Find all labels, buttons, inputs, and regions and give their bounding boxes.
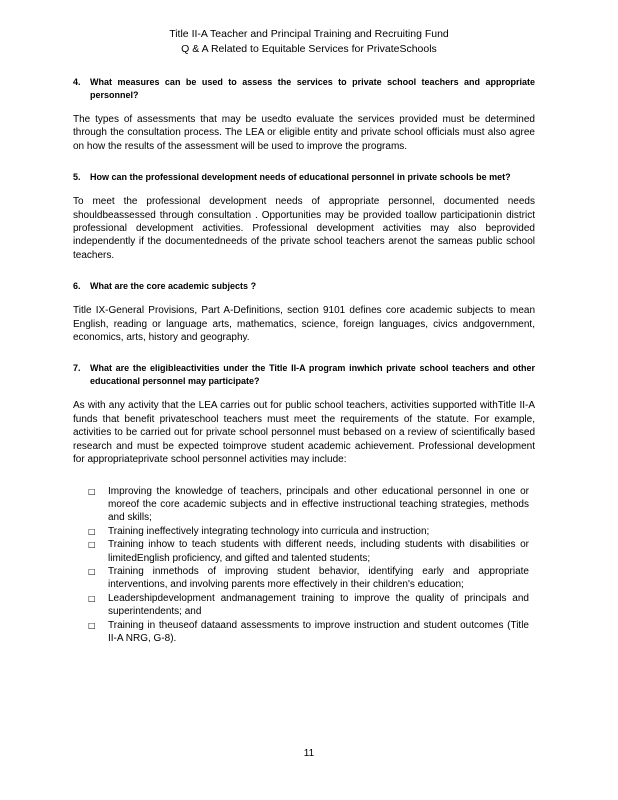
header-subtitle: Q & A Related to Equitable Services for PrivateSchools [181, 43, 437, 55]
question-text: What measures can be used to assess the services to private school teachers and appropriate personnel? [90, 77, 535, 100]
checkbox-bullet-icon: □ [88, 526, 96, 536]
page-header [0, 27, 618, 57]
checkbox-bullet-icon: □ [88, 566, 96, 576]
checkbox-bullet-icon: □ [88, 486, 96, 496]
list-item-text: Training in theuseof dataand assessments to improve instruction and student outcomes (Title II-A NRG, G-8). [108, 619, 529, 644]
list-item [88, 538, 535, 565]
list-item [88, 525, 535, 538]
page-number: 11 [303, 748, 315, 759]
question-text: How can the professional development needs of educational personnel in private schools be met? [90, 172, 511, 183]
question-number: 4. [73, 77, 81, 87]
answer-7: As with any activity that the LEA carries out for public school teachers, activities supported withTitle II-A funds that benefit privateschool teachers must meet the requirements of the statute. For example, activities to be carried out for private school personnel must bebased on a review of scientifically based research and must be expected toimprove student academic achievement. Professional development for appropriateprivate school personnel activities may include: [73, 400, 535, 466]
list-item-text: Training inmethods of improving student behavior, identifying early and appropriate interventions, and involving parents more effectively in their children's education; [108, 565, 529, 591]
checkbox-bullet-icon: □ [88, 620, 96, 630]
question-4 [73, 76, 535, 102]
answer-4: The types of assessments that may be usedto evaluate the services provided must be determined through the consultation process. The LEA or eligible entity and private school officials must also agree on how the results of the assessment will be used to improve the programs. [73, 114, 535, 152]
list-item [88, 619, 535, 646]
question-number: 7. [73, 363, 81, 374]
list-item-text: Training ineffectively integrating technology into curricula and instruction; [108, 525, 430, 537]
question-number: 6. [73, 281, 81, 292]
page-content [73, 76, 535, 645]
list-item-text: Improving the knowledge of teachers, principals and other educational personnel in one or moreof the core academic subjects and in effective instructional teaching strategies, methods and skills; [108, 485, 529, 524]
question-text: What are the core academic subjects ? [90, 281, 257, 292]
answer-5: To meet the professional development needs of appropriate personnel, documented needs shouldbeassessed through consultation . Opportunities may be provided toallow participationin district professional development activities. Professional development activities may also beprovided independently if the documentedneeds of the private school teachers arenot the sameas public school teachers. [73, 196, 535, 261]
header-title: Title II-A Teacher and Principal Training and Recruiting Fund [169, 28, 449, 40]
activities-list [73, 485, 535, 646]
checkbox-bullet-icon: □ [88, 593, 96, 603]
list-item-text: Leadershipdevelopment andmanagement training to improve the quality of principals and superintendents; and [108, 592, 529, 618]
checkbox-bullet-icon: □ [88, 540, 96, 550]
question-number: 5. [73, 172, 81, 183]
list-item [88, 592, 535, 619]
question-7 [73, 362, 535, 388]
list-item-text: Training inhow to teach students with different needs, including students with disabilities or limitedEnglish proficiency, and gifted and talented students; [108, 539, 529, 564]
answer-6: Title IX-General Provisions, Part A-Definitions, section 9101 defines core academic subjects to mean English, reading or language arts, mathematics, science, foreign languages, civics andgovernment, economics, arts, history and geography. [73, 305, 535, 344]
list-item [88, 485, 535, 525]
question-5 [73, 171, 535, 184]
question-6 [73, 280, 535, 293]
list-item [88, 565, 535, 592]
question-text: What are the eligibleactivities under the Title II-A program inwhich private school teachers and other educational personnel may participate? [90, 363, 535, 387]
